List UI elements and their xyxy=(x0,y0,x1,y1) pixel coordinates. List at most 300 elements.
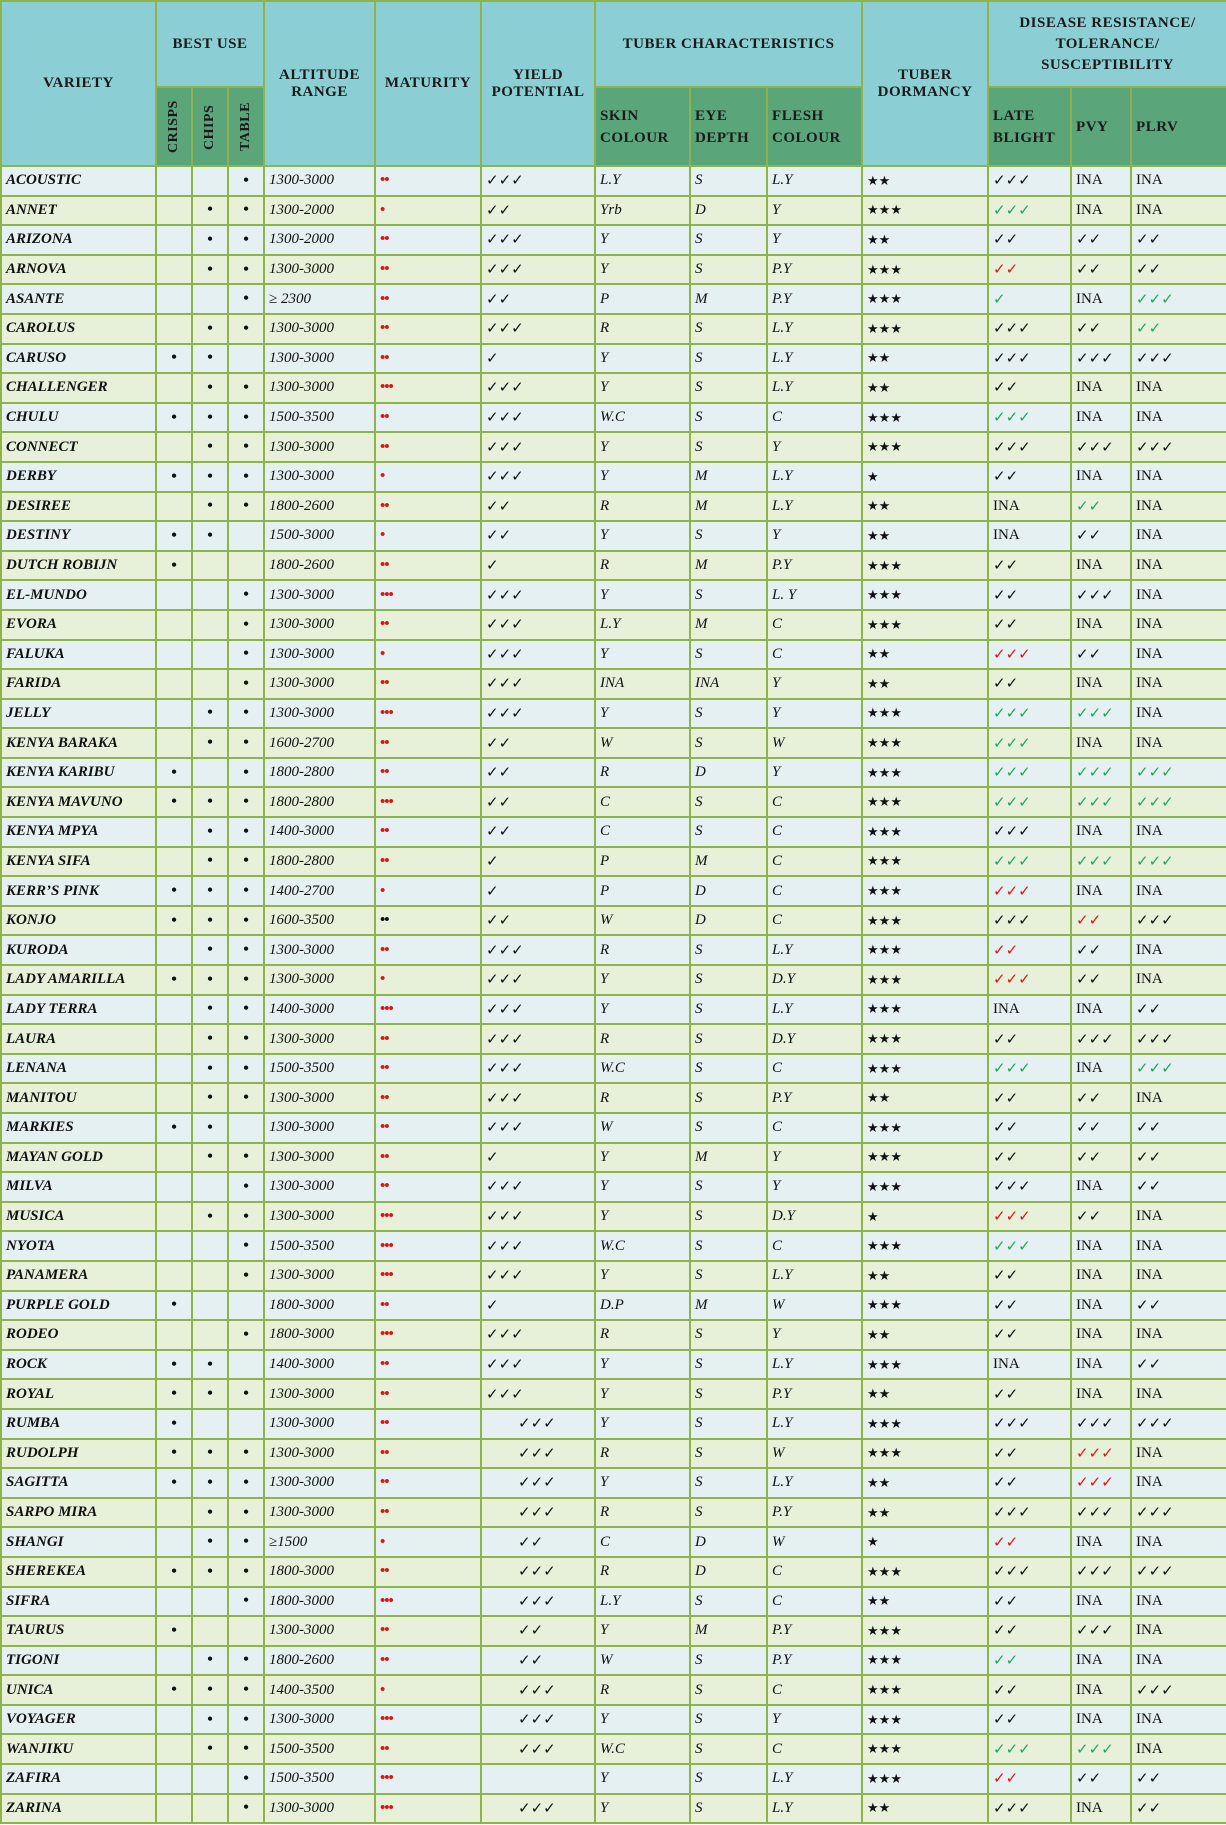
flesh-colour-cell: L.Y xyxy=(767,935,862,965)
skin-colour-cell: R xyxy=(595,1675,690,1705)
crisps-cell: • xyxy=(156,1379,192,1409)
pvy-cell: ✓✓✓ xyxy=(1071,580,1131,610)
altitude-cell: 1300-3000 xyxy=(264,314,375,344)
plrv-cell: INA xyxy=(1131,551,1226,581)
maturity-cell: •• xyxy=(375,1083,481,1113)
eye-depth-cell: S xyxy=(690,1675,767,1705)
plrv-cell: INA xyxy=(1131,373,1226,403)
table-use-cell xyxy=(228,1350,264,1380)
crisps-cell: • xyxy=(156,1616,192,1646)
variety-cell: ASANTE xyxy=(1,284,156,314)
dormancy-cell: ★★★ xyxy=(862,1439,988,1469)
skin-colour-cell: W xyxy=(595,728,690,758)
variety-cell: RUDOLPH xyxy=(1,1439,156,1469)
flesh-colour-cell: L.Y xyxy=(767,1409,862,1439)
pvy-cell: INA xyxy=(1071,1646,1131,1676)
crisps-cell: • xyxy=(156,1409,192,1439)
pvy-cell: ✓✓✓ xyxy=(1071,699,1131,729)
flesh-colour-cell: Y xyxy=(767,196,862,226)
altitude-cell: 1500-3500 xyxy=(264,1764,375,1794)
flesh-colour-cell: C xyxy=(767,403,862,433)
altitude-cell: 1300-3000 xyxy=(264,1172,375,1202)
table-row xyxy=(1,403,1226,433)
chips-cell: • xyxy=(192,255,228,285)
dormancy-cell: ★★★ xyxy=(862,1113,988,1143)
plrv-cell: INA xyxy=(1131,817,1226,847)
variety-cell: KONJO xyxy=(1,906,156,936)
pvy-cell: INA xyxy=(1071,610,1131,640)
dormancy-cell: ★★★ xyxy=(862,758,988,788)
eye-depth-cell: S xyxy=(690,314,767,344)
yield-cell: ✓✓✓ xyxy=(481,965,595,995)
dormancy-cell: ★★ xyxy=(862,166,988,196)
maturity-cell: •• xyxy=(375,1113,481,1143)
altitude-cell: 1300-3000 xyxy=(264,462,375,492)
skin-colour-cell: Yrb xyxy=(595,196,690,226)
eye-depth-cell: S xyxy=(690,1439,767,1469)
late-blight-cell: ✓✓✓ xyxy=(988,640,1071,670)
chips-cell: • xyxy=(192,1734,228,1764)
yield-cell: ✓✓✓ xyxy=(481,1202,595,1232)
altitude-cell: 1300-2000 xyxy=(264,196,375,226)
skin-colour-cell: W.C xyxy=(595,1734,690,1764)
table-row xyxy=(1,344,1226,374)
chips-cell: • xyxy=(192,1675,228,1705)
chips-cell xyxy=(192,1409,228,1439)
skin-colour-cell: Y xyxy=(595,1794,690,1824)
pvy-cell: ✓✓ xyxy=(1071,1113,1131,1143)
eye-depth-cell: S xyxy=(690,1409,767,1439)
crisps-cell xyxy=(156,1202,192,1232)
dormancy-cell: ★★★ xyxy=(862,551,988,581)
plrv-cell: INA xyxy=(1131,580,1226,610)
late-blight-cell: ✓✓ xyxy=(988,462,1071,492)
late-blight-cell: ✓✓ xyxy=(988,1468,1071,1498)
pvy-cell: ✓✓ xyxy=(1071,906,1131,936)
yield-cell: ✓✓✓ xyxy=(481,462,595,492)
crisps-cell xyxy=(156,314,192,344)
crisps-cell xyxy=(156,1527,192,1557)
table-row xyxy=(1,1291,1226,1321)
eye-depth-cell: S xyxy=(690,344,767,374)
crisps-cell: • xyxy=(156,462,192,492)
skin-colour-cell: Y xyxy=(595,521,690,551)
table-row xyxy=(1,1202,1226,1232)
eye-depth-cell: S xyxy=(690,580,767,610)
crisps-cell xyxy=(156,817,192,847)
header-maturity: MATURITY xyxy=(375,1,481,166)
eye-depth-cell: D xyxy=(690,196,767,226)
late-blight-cell: ✓✓ xyxy=(988,1261,1071,1291)
yield-cell: ✓✓✓ xyxy=(481,1705,595,1735)
header-disease-resistance: DISEASE RESISTANCE/ TOLERANCE/ SUSCEPTIBILITY xyxy=(988,1,1226,87)
chips-cell: • xyxy=(192,1705,228,1735)
table-row xyxy=(1,1409,1226,1439)
maturity-cell: •• xyxy=(375,847,481,877)
dormancy-cell: ★★★ xyxy=(862,1231,988,1261)
pvy-cell: ✓✓ xyxy=(1071,965,1131,995)
crisps-cell xyxy=(156,1587,192,1617)
maturity-cell: •• xyxy=(375,284,481,314)
chips-cell: • xyxy=(192,1439,228,1469)
variety-cell: CARUSO xyxy=(1,344,156,374)
chips-cell: • xyxy=(192,728,228,758)
yield-cell: ✓✓ xyxy=(481,817,595,847)
altitude-cell: 1300-3000 xyxy=(264,1113,375,1143)
late-blight-cell: ✓✓✓ xyxy=(988,787,1071,817)
pvy-cell: INA xyxy=(1071,1172,1131,1202)
eye-depth-cell: D xyxy=(690,1557,767,1587)
skin-colour-cell: Y xyxy=(595,432,690,462)
chips-cell xyxy=(192,1320,228,1350)
flesh-colour-cell: Y xyxy=(767,1705,862,1735)
chips-cell xyxy=(192,1764,228,1794)
pvy-cell: ✓✓ xyxy=(1071,1202,1131,1232)
skin-colour-cell: Y xyxy=(595,1705,690,1735)
variety-cell: MILVA xyxy=(1,1172,156,1202)
table-row xyxy=(1,847,1226,877)
table-row xyxy=(1,521,1226,551)
skin-colour-cell: Y xyxy=(595,965,690,995)
dormancy-cell: ★★★ xyxy=(862,1350,988,1380)
late-blight-cell: ✓✓ xyxy=(988,669,1071,699)
crisps-cell: • xyxy=(156,787,192,817)
dormancy-cell: ★★ xyxy=(862,1587,988,1617)
chips-cell xyxy=(192,1231,228,1261)
altitude-cell: 1800-2800 xyxy=(264,847,375,877)
late-blight-cell: ✓✓ xyxy=(988,1764,1071,1794)
eye-depth-cell: S xyxy=(690,521,767,551)
altitude-cell: 1300-3000 xyxy=(264,1083,375,1113)
chips-cell: • xyxy=(192,847,228,877)
yield-cell: ✓✓✓ xyxy=(481,225,595,255)
late-blight-cell: ✓✓ xyxy=(988,1320,1071,1350)
plrv-cell: INA xyxy=(1131,965,1226,995)
eye-depth-cell: S xyxy=(690,1083,767,1113)
variety-cell: KENYA SIFA xyxy=(1,847,156,877)
maturity-cell: ••• xyxy=(375,1261,481,1291)
eye-depth-cell: S xyxy=(690,1468,767,1498)
variety-cell: MARKIES xyxy=(1,1113,156,1143)
table-row xyxy=(1,284,1226,314)
table-use-cell: • xyxy=(228,1083,264,1113)
chips-cell: • xyxy=(192,787,228,817)
pvy-cell: ✓✓ xyxy=(1071,1083,1131,1113)
chips-cell: • xyxy=(192,521,228,551)
maturity-cell: •• xyxy=(375,1468,481,1498)
pvy-cell: INA xyxy=(1071,1675,1131,1705)
dormancy-cell: ★★ xyxy=(862,1498,988,1528)
header-plrv: PLRV xyxy=(1131,87,1226,166)
crisps-cell xyxy=(156,1083,192,1113)
header-table-label: TABLE xyxy=(238,102,254,151)
maturity-cell: •• xyxy=(375,1350,481,1380)
pvy-cell: ✓✓ xyxy=(1071,1764,1131,1794)
eye-depth-cell: D xyxy=(690,876,767,906)
chips-cell xyxy=(192,640,228,670)
flesh-colour-cell: L.Y xyxy=(767,1350,862,1380)
table-row xyxy=(1,166,1226,196)
maturity-cell: ••• xyxy=(375,699,481,729)
variety-cell: CAROLUS xyxy=(1,314,156,344)
late-blight-cell: ✓✓✓ xyxy=(988,758,1071,788)
yield-cell: ✓✓✓ xyxy=(481,935,595,965)
table-row xyxy=(1,1705,1226,1735)
plrv-cell: ✓✓✓ xyxy=(1131,1024,1226,1054)
variety-cell: ROYAL xyxy=(1,1379,156,1409)
variety-cell: PANAMERA xyxy=(1,1261,156,1291)
altitude-cell: 1300-3000 xyxy=(264,610,375,640)
pvy-cell: ✓✓✓ xyxy=(1071,787,1131,817)
chips-cell: • xyxy=(192,314,228,344)
skin-colour-cell: Y xyxy=(595,225,690,255)
chips-cell: • xyxy=(192,1468,228,1498)
dormancy-cell: ★★★ xyxy=(862,1291,988,1321)
flesh-colour-cell: D.Y xyxy=(767,965,862,995)
late-blight-cell: INA xyxy=(988,1350,1071,1380)
header-chips-label: CHIPS xyxy=(202,103,217,150)
flesh-colour-cell: Y xyxy=(767,521,862,551)
skin-colour-cell: R xyxy=(595,1498,690,1528)
table-row xyxy=(1,876,1226,906)
table-row xyxy=(1,580,1226,610)
skin-colour-cell: Y xyxy=(595,640,690,670)
dormancy-cell: ★★ xyxy=(862,1320,988,1350)
yield-cell: ✓✓✓ xyxy=(481,373,595,403)
variety-cell: CHALLENGER xyxy=(1,373,156,403)
header-pvy: PVY xyxy=(1071,87,1131,166)
late-blight-cell: ✓✓ xyxy=(988,1675,1071,1705)
eye-depth-cell: S xyxy=(690,1113,767,1143)
flesh-colour-cell: W xyxy=(767,728,862,758)
pvy-cell: INA xyxy=(1071,284,1131,314)
variety-cell: ZARINA xyxy=(1,1794,156,1824)
plrv-cell: ✓✓ xyxy=(1131,1113,1226,1143)
variety-cell: ROCK xyxy=(1,1350,156,1380)
pvy-cell: INA xyxy=(1071,166,1131,196)
skin-colour-cell: Y xyxy=(595,1468,690,1498)
chips-cell: • xyxy=(192,1113,228,1143)
crisps-cell xyxy=(156,1764,192,1794)
variety-cell: VOYAGER xyxy=(1,1705,156,1735)
late-blight-cell: ✓✓ xyxy=(988,1587,1071,1617)
altitude-cell: 1500-3500 xyxy=(264,403,375,433)
pvy-cell: INA xyxy=(1071,1291,1131,1321)
pvy-cell: ✓✓✓ xyxy=(1071,1409,1131,1439)
crisps-cell: • xyxy=(156,1350,192,1380)
pvy-cell: ✓✓✓ xyxy=(1071,1024,1131,1054)
pvy-cell: INA xyxy=(1071,403,1131,433)
skin-colour-cell: Y xyxy=(595,1379,690,1409)
chips-cell: • xyxy=(192,196,228,226)
variety-cell: JELLY xyxy=(1,699,156,729)
skin-colour-cell: Y xyxy=(595,344,690,374)
header-table xyxy=(228,87,264,166)
table-row xyxy=(1,1468,1226,1498)
flesh-colour-cell: P.Y xyxy=(767,551,862,581)
variety-cell: RUMBA xyxy=(1,1409,156,1439)
late-blight-cell: ✓✓ xyxy=(988,1143,1071,1173)
maturity-cell: ••• xyxy=(375,1587,481,1617)
table-row xyxy=(1,817,1226,847)
pvy-cell: INA xyxy=(1071,669,1131,699)
crisps-cell: • xyxy=(156,965,192,995)
variety-cell: KURODA xyxy=(1,935,156,965)
skin-colour-cell: D.P xyxy=(595,1291,690,1321)
maturity-cell: •• xyxy=(375,225,481,255)
plrv-cell: INA xyxy=(1131,1202,1226,1232)
yield-cell: ✓✓✓ xyxy=(481,1261,595,1291)
yield-cell: ✓✓✓ xyxy=(481,580,595,610)
plrv-cell: ✓✓ xyxy=(1131,1291,1226,1321)
chips-cell: • xyxy=(192,995,228,1025)
table-use-cell: • xyxy=(228,1202,264,1232)
flesh-colour-cell: L.Y xyxy=(767,492,862,522)
skin-colour-cell: C xyxy=(595,817,690,847)
skin-colour-cell: R xyxy=(595,314,690,344)
variety-cell: SAGITTA xyxy=(1,1468,156,1498)
plrv-cell: ✓✓✓ xyxy=(1131,432,1226,462)
late-blight-cell: ✓✓✓ xyxy=(988,1202,1071,1232)
eye-depth-cell: S xyxy=(690,1231,767,1261)
table-use-cell: • xyxy=(228,610,264,640)
altitude-cell: 1300-3000 xyxy=(264,1379,375,1409)
pvy-cell: ✓✓✓ xyxy=(1071,758,1131,788)
pvy-cell: ✓✓ xyxy=(1071,225,1131,255)
altitude-cell: 1300-3000 xyxy=(264,1024,375,1054)
maturity-cell: ••• xyxy=(375,580,481,610)
eye-depth-cell: S xyxy=(690,1172,767,1202)
table-row xyxy=(1,1350,1226,1380)
pvy-cell: INA xyxy=(1071,1054,1131,1084)
plrv-cell: ✓✓ xyxy=(1131,1764,1226,1794)
chips-cell: • xyxy=(192,699,228,729)
skin-colour-cell: W xyxy=(595,1113,690,1143)
maturity-cell: •• xyxy=(375,758,481,788)
table-row xyxy=(1,314,1226,344)
yield-cell: ✓✓✓ xyxy=(481,1054,595,1084)
flesh-colour-cell: Y xyxy=(767,1320,862,1350)
eye-depth-cell: S xyxy=(690,1320,767,1350)
pvy-cell: ✓✓ xyxy=(1071,1143,1131,1173)
dormancy-cell: ★★★ xyxy=(862,610,988,640)
eye-depth-cell: S xyxy=(690,787,767,817)
table-row xyxy=(1,1261,1226,1291)
maturity-cell: •• xyxy=(375,432,481,462)
crisps-cell xyxy=(156,1705,192,1735)
dormancy-cell: ★★★ xyxy=(862,906,988,936)
plrv-cell: INA xyxy=(1131,1527,1226,1557)
late-blight-cell: ✓✓ xyxy=(988,373,1071,403)
dormancy-cell: ★★★ xyxy=(862,1409,988,1439)
yield-cell: ✓✓✓ xyxy=(481,403,595,433)
flesh-colour-cell: L.Y xyxy=(767,1764,862,1794)
table-use-cell: • xyxy=(228,669,264,699)
pvy-cell: INA xyxy=(1071,1587,1131,1617)
altitude-cell: 1500-3500 xyxy=(264,1231,375,1261)
skin-colour-cell: C xyxy=(595,1527,690,1557)
chips-cell xyxy=(192,1261,228,1291)
header-best-use: BEST USE xyxy=(156,1,264,87)
variety-cell: ACOUSTIC xyxy=(1,166,156,196)
eye-depth-cell: S xyxy=(690,1261,767,1291)
plrv-cell: ✓✓✓ xyxy=(1131,1675,1226,1705)
skin-colour-cell: L.Y xyxy=(595,610,690,640)
flesh-colour-cell: L.Y xyxy=(767,1794,862,1824)
plrv-cell: ✓✓✓ xyxy=(1131,847,1226,877)
eye-depth-cell: S xyxy=(690,1024,767,1054)
late-blight-cell: ✓✓ xyxy=(988,1705,1071,1735)
flesh-colour-cell: C xyxy=(767,640,862,670)
yield-cell: ✓✓ xyxy=(481,1616,595,1646)
table-use-cell xyxy=(228,344,264,374)
late-blight-cell: ✓✓✓ xyxy=(988,906,1071,936)
late-blight-cell: ✓✓ xyxy=(988,1083,1071,1113)
table-row xyxy=(1,995,1226,1025)
altitude-cell: 1300-3000 xyxy=(264,373,375,403)
eye-depth-cell: S xyxy=(690,728,767,758)
flesh-colour-cell: C xyxy=(767,906,862,936)
yield-cell: ✓✓✓ xyxy=(481,1024,595,1054)
yield-cell: ✓✓✓ xyxy=(481,1557,595,1587)
plrv-cell: INA xyxy=(1131,699,1226,729)
chips-cell xyxy=(192,758,228,788)
variety-cell: RODEO xyxy=(1,1320,156,1350)
chips-cell: • xyxy=(192,1646,228,1676)
maturity-cell: •• xyxy=(375,1143,481,1173)
eye-depth-cell: S xyxy=(690,699,767,729)
maturity-cell: • xyxy=(375,462,481,492)
dormancy-cell: ★★★ xyxy=(862,876,988,906)
plrv-cell: INA xyxy=(1131,1616,1226,1646)
late-blight-cell: ✓✓ xyxy=(988,1291,1071,1321)
table-row xyxy=(1,906,1226,936)
crisps-cell xyxy=(156,610,192,640)
late-blight-cell: ✓✓✓ xyxy=(988,432,1071,462)
dormancy-cell: ★★★ xyxy=(862,284,988,314)
crisps-cell xyxy=(156,640,192,670)
skin-colour-cell: R xyxy=(595,1320,690,1350)
eye-depth-cell: S xyxy=(690,1646,767,1676)
late-blight-cell: ✓✓✓ xyxy=(988,699,1071,729)
yield-cell: ✓✓ xyxy=(481,284,595,314)
chips-cell xyxy=(192,1587,228,1617)
plrv-cell: INA xyxy=(1131,1734,1226,1764)
eye-depth-cell: D xyxy=(690,1527,767,1557)
skin-colour-cell: W xyxy=(595,1646,690,1676)
eye-depth-cell: S xyxy=(690,1202,767,1232)
flesh-colour-cell: L.Y xyxy=(767,314,862,344)
dormancy-cell: ★ xyxy=(862,1527,988,1557)
yield-cell xyxy=(481,1764,595,1794)
yield-cell: ✓ xyxy=(481,876,595,906)
table-use-cell: • xyxy=(228,373,264,403)
late-blight-cell: ✓✓ xyxy=(988,1379,1071,1409)
plrv-cell: INA xyxy=(1131,1646,1226,1676)
table-row xyxy=(1,1764,1226,1794)
table-row xyxy=(1,1646,1226,1676)
variety-cell: ARNOVA xyxy=(1,255,156,285)
yield-cell: ✓✓ xyxy=(481,787,595,817)
flesh-colour-cell: C xyxy=(767,1113,862,1143)
eye-depth-cell: D xyxy=(690,758,767,788)
maturity-cell: • xyxy=(375,965,481,995)
eye-depth-cell: M xyxy=(690,284,767,314)
dormancy-cell: ★★ xyxy=(862,1794,988,1824)
table-use-cell: • xyxy=(228,1054,264,1084)
pvy-cell: INA xyxy=(1071,1705,1131,1735)
pvy-cell: INA xyxy=(1071,1350,1131,1380)
